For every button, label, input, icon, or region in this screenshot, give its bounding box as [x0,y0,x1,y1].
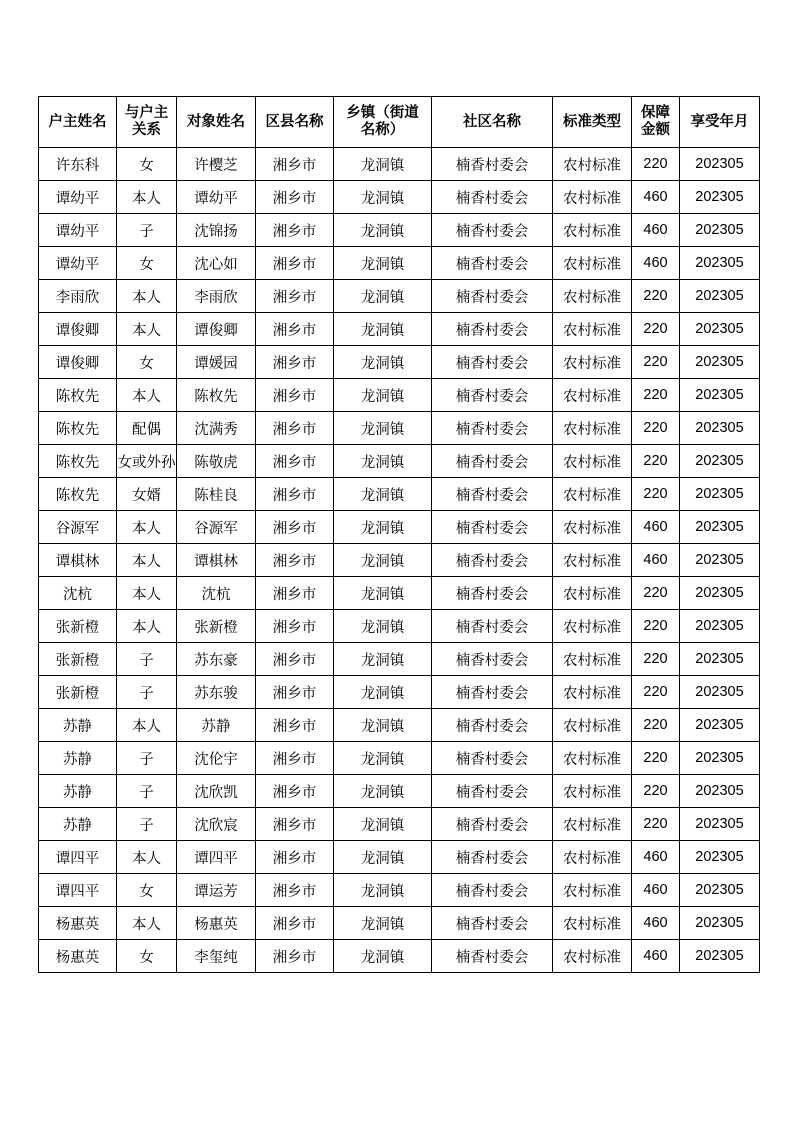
cell-standard-type: 农村标准 [553,445,632,478]
cell-relation: 女 [117,346,177,379]
cell-community: 楠香村委会 [432,148,553,181]
table-row [39,775,760,808]
cell-community: 楠香村委会 [432,346,553,379]
cell-amount: 220 [632,412,680,445]
table-row [39,643,760,676]
cell-standard-type: 农村标准 [553,148,632,181]
cell-household-head: 张新橙 [39,610,117,643]
cell-town: 龙洞镇 [334,610,432,643]
cell-town: 龙洞镇 [334,148,432,181]
cell-county: 湘乡市 [256,379,334,412]
cell-beneficiary: 沈欣凯 [177,775,256,808]
cell-town: 龙洞镇 [334,181,432,214]
cell-relation: 本人 [117,280,177,313]
cell-relation: 女 [117,247,177,280]
cell-beneficiary: 李玺纯 [177,940,256,973]
table-row [39,181,760,214]
cell-standard-type: 农村标准 [553,610,632,643]
cell-county: 湘乡市 [256,445,334,478]
cell-county: 湘乡市 [256,841,334,874]
table-row [39,445,760,478]
cell-community: 楠香村委会 [432,643,553,676]
cell-community: 楠香村委会 [432,808,553,841]
cell-community: 楠香村委会 [432,544,553,577]
cell-household-head: 李雨欣 [39,280,117,313]
cell-relation: 本人 [117,181,177,214]
cell-county: 湘乡市 [256,907,334,940]
cell-county: 湘乡市 [256,511,334,544]
cell-county: 湘乡市 [256,247,334,280]
cell-county: 湘乡市 [256,214,334,247]
header-period: 享受年月 [680,97,760,148]
cell-amount: 460 [632,544,680,577]
cell-amount: 220 [632,643,680,676]
cell-community: 楠香村委会 [432,841,553,874]
cell-community: 楠香村委会 [432,577,553,610]
cell-standard-type: 农村标准 [553,346,632,379]
cell-household-head: 张新橙 [39,676,117,709]
cell-household-head: 谭棋林 [39,544,117,577]
cell-amount: 220 [632,676,680,709]
cell-standard-type: 农村标准 [553,940,632,973]
table-row [39,247,760,280]
cell-town: 龙洞镇 [334,874,432,907]
table-row [39,214,760,247]
cell-county: 湘乡市 [256,313,334,346]
header-town-line2: 名称） [360,122,405,138]
cell-beneficiary: 苏东豪 [177,643,256,676]
cell-period: 202305 [680,775,760,808]
cell-standard-type: 农村标准 [553,544,632,577]
cell-period: 202305 [680,841,760,874]
cell-county: 湘乡市 [256,346,334,379]
cell-household-head: 谭俊卿 [39,346,117,379]
cell-county: 湘乡市 [256,544,334,577]
cell-county: 湘乡市 [256,808,334,841]
header-beneficiary: 对象姓名 [177,97,256,148]
cell-period: 202305 [680,511,760,544]
cell-period: 202305 [680,577,760,610]
cell-beneficiary: 谭棋林 [177,544,256,577]
cell-amount: 220 [632,445,680,478]
cell-standard-type: 农村标准 [553,412,632,445]
cell-beneficiary: 李雨欣 [177,280,256,313]
cell-relation: 配偶 [117,412,177,445]
header-row [39,97,760,148]
cell-amount: 220 [632,775,680,808]
cell-beneficiary: 沈伦宇 [177,742,256,775]
header-relation-line1: 与户主 [124,105,169,121]
cell-relation: 女 [117,940,177,973]
cell-relation: 本人 [117,511,177,544]
cell-community: 楠香村委会 [432,610,553,643]
cell-relation: 女或外孙 [117,445,177,478]
cell-amount: 460 [632,214,680,247]
cell-period: 202305 [680,280,760,313]
table-row [39,874,760,907]
cell-relation: 本人 [117,841,177,874]
table-row [39,841,760,874]
cell-beneficiary: 沈锦扬 [177,214,256,247]
cell-town: 龙洞镇 [334,247,432,280]
table-row [39,412,760,445]
cell-amount: 460 [632,247,680,280]
cell-amount: 460 [632,181,680,214]
header-standard-type: 标准类型 [553,97,632,148]
cell-period: 202305 [680,907,760,940]
cell-beneficiary: 苏东骏 [177,676,256,709]
cell-household-head: 谷源军 [39,511,117,544]
cell-town: 龙洞镇 [334,742,432,775]
cell-town: 龙洞镇 [334,511,432,544]
cell-standard-type: 农村标准 [553,907,632,940]
cell-standard-type: 农村标准 [553,379,632,412]
header-community: 社区名称 [432,97,553,148]
table-row [39,577,760,610]
cell-town: 龙洞镇 [334,841,432,874]
table-row [39,676,760,709]
cell-community: 楠香村委会 [432,940,553,973]
cell-community: 楠香村委会 [432,511,553,544]
cell-standard-type: 农村标准 [553,676,632,709]
cell-period: 202305 [680,676,760,709]
cell-household-head: 苏静 [39,775,117,808]
cell-amount: 220 [632,610,680,643]
cell-relation: 女 [117,874,177,907]
cell-town: 龙洞镇 [334,379,432,412]
cell-beneficiary: 谭运芳 [177,874,256,907]
cell-amount: 220 [632,742,680,775]
cell-standard-type: 农村标准 [553,478,632,511]
cell-standard-type: 农村标准 [553,313,632,346]
cell-beneficiary: 谭媛园 [177,346,256,379]
cell-amount: 220 [632,478,680,511]
cell-household-head: 谭四平 [39,874,117,907]
cell-town: 龙洞镇 [334,445,432,478]
cell-amount: 460 [632,940,680,973]
table-row [39,709,760,742]
cell-household-head: 张新橙 [39,643,117,676]
cell-county: 湘乡市 [256,940,334,973]
cell-town: 龙洞镇 [334,643,432,676]
cell-amount: 460 [632,907,680,940]
header-relation [117,97,177,148]
cell-community: 楠香村委会 [432,181,553,214]
cell-period: 202305 [680,544,760,577]
table-row [39,313,760,346]
cell-community: 楠香村委会 [432,709,553,742]
cell-relation: 子 [117,775,177,808]
cell-town: 龙洞镇 [334,577,432,610]
cell-period: 202305 [680,709,760,742]
table-row [39,511,760,544]
cell-standard-type: 农村标准 [553,874,632,907]
cell-community: 楠香村委会 [432,742,553,775]
cell-community: 楠香村委会 [432,478,553,511]
cell-community: 楠香村委会 [432,676,553,709]
header-relation-line2: 关系 [132,122,161,138]
cell-period: 202305 [680,445,760,478]
cell-household-head: 杨惠英 [39,907,117,940]
cell-town: 龙洞镇 [334,907,432,940]
cell-relation: 女婿 [117,478,177,511]
cell-household-head: 陈枚先 [39,379,117,412]
cell-relation: 本人 [117,379,177,412]
cell-period: 202305 [680,742,760,775]
cell-community: 楠香村委会 [432,412,553,445]
cell-household-head: 许东科 [39,148,117,181]
table-row [39,907,760,940]
cell-community: 楠香村委会 [432,280,553,313]
table-row [39,940,760,973]
assistance-roster-table [38,96,760,973]
cell-relation: 子 [117,643,177,676]
cell-county: 湘乡市 [256,676,334,709]
cell-relation: 本人 [117,544,177,577]
cell-community: 楠香村委会 [432,214,553,247]
cell-community: 楠香村委会 [432,445,553,478]
cell-standard-type: 农村标准 [553,742,632,775]
table-row [39,742,760,775]
cell-household-head: 杨惠英 [39,940,117,973]
cell-amount: 460 [632,841,680,874]
cell-period: 202305 [680,643,760,676]
cell-household-head: 陈枚先 [39,445,117,478]
cell-standard-type: 农村标准 [553,511,632,544]
cell-community: 楠香村委会 [432,313,553,346]
cell-household-head: 苏静 [39,709,117,742]
cell-standard-type: 农村标准 [553,577,632,610]
table-row [39,610,760,643]
header-household-head: 户主姓名 [39,97,117,148]
cell-town: 龙洞镇 [334,214,432,247]
cell-town: 龙洞镇 [334,478,432,511]
cell-community: 楠香村委会 [432,874,553,907]
cell-standard-type: 农村标准 [553,775,632,808]
table-row [39,478,760,511]
cell-period: 202305 [680,247,760,280]
cell-relation: 女 [117,148,177,181]
cell-standard-type: 农村标准 [553,643,632,676]
cell-standard-type: 农村标准 [553,808,632,841]
cell-county: 湘乡市 [256,643,334,676]
cell-amount: 220 [632,280,680,313]
header-town-line1: 乡镇（街道 [346,105,419,121]
cell-household-head: 苏静 [39,808,117,841]
cell-period: 202305 [680,610,760,643]
cell-beneficiary: 谭幼平 [177,181,256,214]
cell-amount: 220 [632,379,680,412]
header-town [334,97,432,148]
cell-amount: 220 [632,709,680,742]
cell-beneficiary: 谭俊卿 [177,313,256,346]
cell-standard-type: 农村标准 [553,709,632,742]
cell-beneficiary: 陈敬虎 [177,445,256,478]
cell-town: 龙洞镇 [334,544,432,577]
cell-period: 202305 [680,148,760,181]
cell-amount: 220 [632,313,680,346]
table-row [39,808,760,841]
cell-county: 湘乡市 [256,148,334,181]
cell-standard-type: 农村标准 [553,181,632,214]
table-row [39,379,760,412]
cell-beneficiary: 沈杭 [177,577,256,610]
cell-town: 龙洞镇 [334,709,432,742]
cell-period: 202305 [680,313,760,346]
cell-relation: 本人 [117,313,177,346]
cell-relation: 子 [117,808,177,841]
cell-beneficiary: 沈满秀 [177,412,256,445]
cell-relation: 子 [117,676,177,709]
cell-town: 龙洞镇 [334,940,432,973]
cell-period: 202305 [680,346,760,379]
cell-household-head: 谭幼平 [39,247,117,280]
cell-standard-type: 农村标准 [553,247,632,280]
cell-period: 202305 [680,478,760,511]
cell-household-head: 谭俊卿 [39,313,117,346]
cell-beneficiary: 杨惠英 [177,907,256,940]
cell-amount: 460 [632,511,680,544]
cell-beneficiary: 沈心如 [177,247,256,280]
cell-household-head: 谭幼平 [39,181,117,214]
cell-amount: 220 [632,808,680,841]
cell-household-head: 陈枚先 [39,412,117,445]
cell-household-head: 谭四平 [39,841,117,874]
cell-amount: 220 [632,346,680,379]
cell-period: 202305 [680,940,760,973]
cell-county: 湘乡市 [256,709,334,742]
cell-community: 楠香村委会 [432,907,553,940]
cell-period: 202305 [680,214,760,247]
table-row [39,544,760,577]
cell-relation: 子 [117,214,177,247]
cell-community: 楠香村委会 [432,775,553,808]
cell-standard-type: 农村标准 [553,214,632,247]
cell-beneficiary: 陈枚先 [177,379,256,412]
cell-household-head: 沈杭 [39,577,117,610]
cell-relation: 子 [117,742,177,775]
cell-county: 湘乡市 [256,478,334,511]
cell-household-head: 谭幼平 [39,214,117,247]
cell-beneficiary: 张新橙 [177,610,256,643]
cell-household-head: 陈枚先 [39,478,117,511]
cell-relation: 本人 [117,907,177,940]
cell-county: 湘乡市 [256,610,334,643]
cell-period: 202305 [680,412,760,445]
cell-town: 龙洞镇 [334,280,432,313]
cell-household-head: 苏静 [39,742,117,775]
cell-beneficiary: 谭四平 [177,841,256,874]
cell-standard-type: 农村标准 [553,280,632,313]
cell-town: 龙洞镇 [334,775,432,808]
cell-county: 湘乡市 [256,412,334,445]
table-body [39,148,760,973]
cell-county: 湘乡市 [256,181,334,214]
table-row [39,280,760,313]
cell-standard-type: 农村标准 [553,841,632,874]
cell-relation: 本人 [117,709,177,742]
cell-period: 202305 [680,181,760,214]
cell-relation: 本人 [117,577,177,610]
cell-beneficiary: 谷源军 [177,511,256,544]
cell-period: 202305 [680,808,760,841]
table-row [39,148,760,181]
cell-community: 楠香村委会 [432,247,553,280]
cell-town: 龙洞镇 [334,676,432,709]
cell-town: 龙洞镇 [334,808,432,841]
cell-relation: 本人 [117,610,177,643]
header-amount-line1: 保障 [641,105,670,121]
table-row [39,346,760,379]
cell-amount: 220 [632,577,680,610]
cell-amount: 460 [632,874,680,907]
cell-town: 龙洞镇 [334,412,432,445]
cell-town: 龙洞镇 [334,346,432,379]
cell-beneficiary: 沈欣宸 [177,808,256,841]
header-amount-line2: 金额 [641,122,670,138]
cell-period: 202305 [680,874,760,907]
cell-county: 湘乡市 [256,775,334,808]
header-county: 区县名称 [256,97,334,148]
cell-town: 龙洞镇 [334,313,432,346]
cell-community: 楠香村委会 [432,379,553,412]
cell-beneficiary: 苏静 [177,709,256,742]
cell-beneficiary: 许樱芝 [177,148,256,181]
header-amount [632,97,680,148]
cell-county: 湘乡市 [256,280,334,313]
cell-amount: 220 [632,148,680,181]
cell-county: 湘乡市 [256,742,334,775]
cell-beneficiary: 陈桂良 [177,478,256,511]
cell-period: 202305 [680,379,760,412]
cell-county: 湘乡市 [256,577,334,610]
cell-county: 湘乡市 [256,874,334,907]
